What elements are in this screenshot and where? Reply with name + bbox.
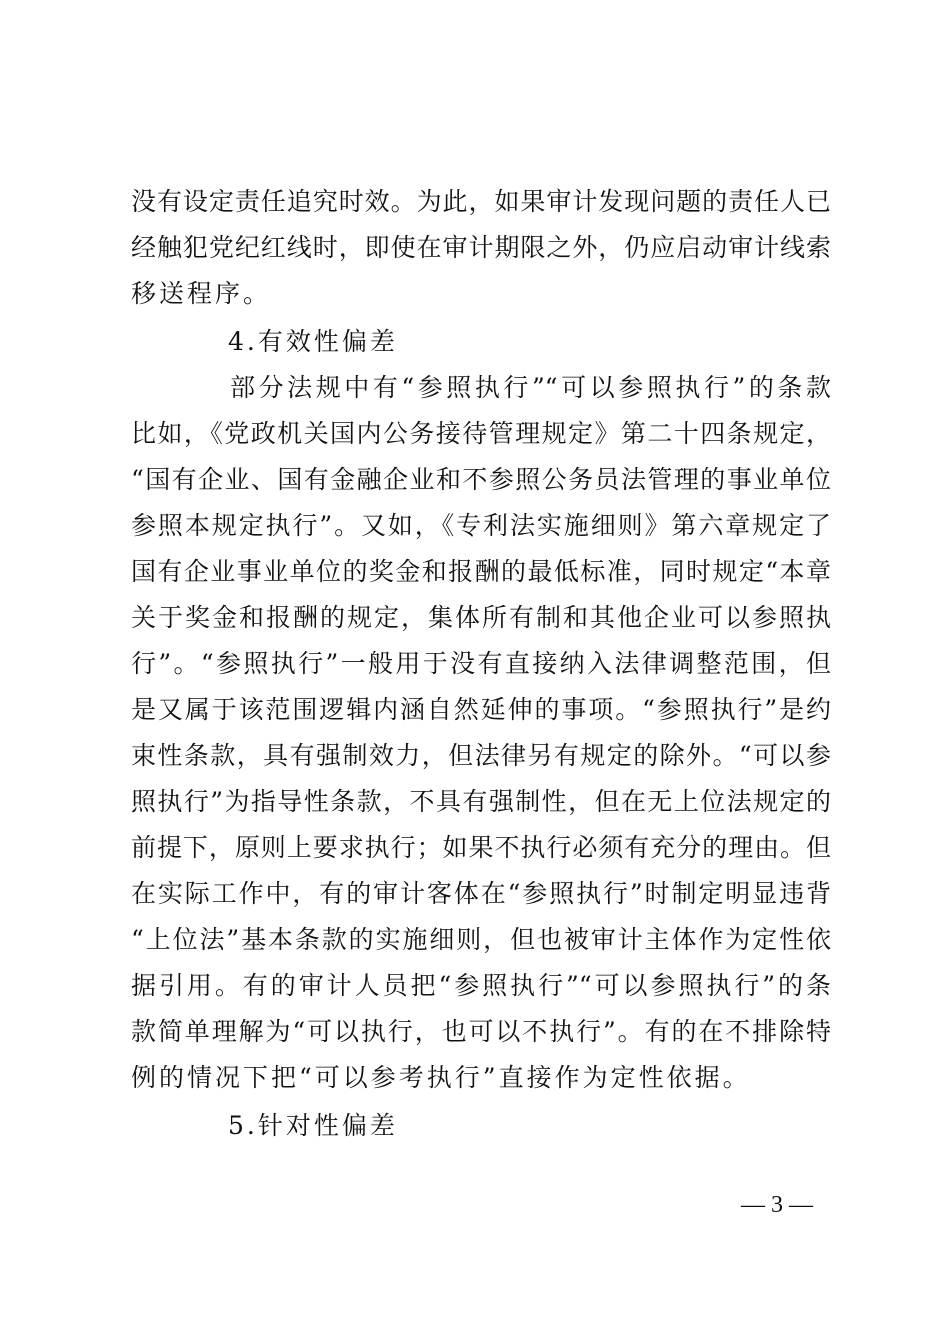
- paragraph-line: “国有企业、国有金融企业和不参照公务员法管理的事业单位: [131, 465, 831, 494]
- paragraph-line: 是又属于该范围逻辑内涵自然延伸的事项。“参照执行”是约: [131, 695, 831, 724]
- paragraph-line: 款简单理解为“可以执行，也可以不执行”。有的在不排除特: [131, 1017, 831, 1046]
- paragraph-line: 参照本规定执行”。又如，《专利法实施细则》第六章规定了: [131, 511, 831, 540]
- paragraph-line: 没有设定责任追究时效。为此，如果审计发现问题的责任人已: [131, 187, 831, 216]
- paragraph-line: 例的情况下把“可以参考执行”直接作为定性依据。: [131, 1063, 751, 1092]
- page-number: — 3 —: [741, 1192, 813, 1218]
- paragraph-line: 国有企业事业单位的奖金和报酬的最低标准，同时规定“本章: [131, 557, 831, 586]
- paragraph-line: 比如，《党政机关国内公务接待管理规定》第二十四条规定，: [131, 419, 831, 448]
- paragraph-line: 束性条款，具有强制效力，但法律另有规定的除外。“可以参: [131, 741, 831, 770]
- paragraph-line: 关于奖金和报酬的规定，集体所有制和其他企业可以参照执: [131, 603, 831, 632]
- section-heading-5: 5.针对性偏差: [228, 1111, 398, 1140]
- paragraph-line: 前提下，原则上要求执行；如果不执行必须有充分的理由。但: [131, 833, 831, 862]
- section-heading-4: 4.有效性偏差: [228, 327, 398, 356]
- paragraph-line: 行”。“参照执行”一般用于没有直接纳入法律调整范围，但: [131, 649, 831, 678]
- paragraph-line: 在实际工作中，有的审计客体在“参照执行”时制定明显违背: [131, 879, 831, 908]
- paragraph-line: 部分法规中有“参照执行”“可以参照执行”的条款: [230, 373, 831, 402]
- paragraph-line: 移送程序。: [131, 279, 272, 308]
- paragraph-line: 据引用。有的审计人员把“参照执行”“可以参照执行”的条: [131, 971, 831, 1000]
- paragraph-line: 经触犯党纪红线时，即使在审计期限之外，仍应启动审计线索: [131, 233, 831, 262]
- paragraph-line: “上位法”基本条款的实施细则，但也被审计主体作为定性依: [131, 925, 831, 954]
- paragraph-line: 照执行”为指导性条款，不具有强制性，但在无上位法规定的: [131, 787, 831, 816]
